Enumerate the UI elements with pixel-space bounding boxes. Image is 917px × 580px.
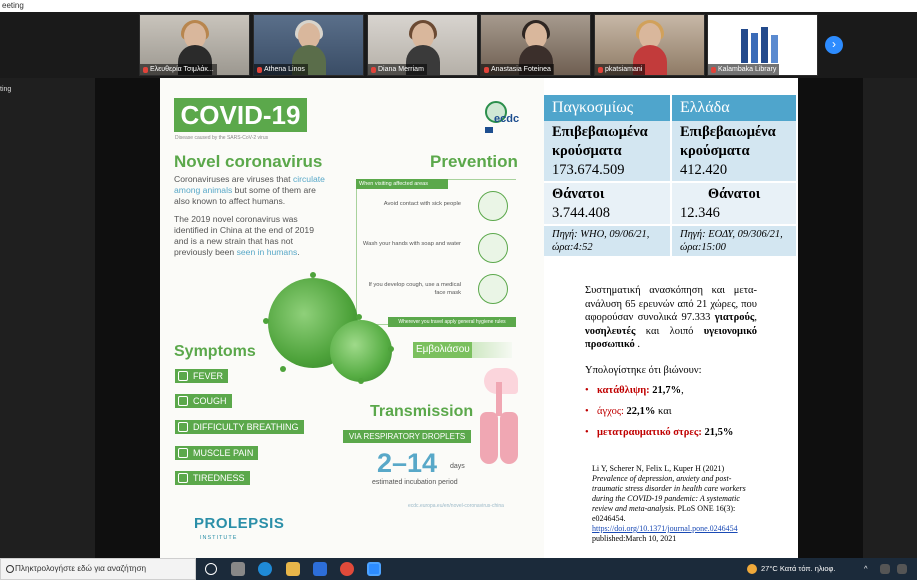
mic-muted-icon xyxy=(143,67,148,73)
table-row xyxy=(544,121,797,182)
zoom-icon[interactable] xyxy=(367,562,381,576)
network-icon[interactable] xyxy=(880,564,890,574)
table-row xyxy=(544,182,797,225)
lungs-illustration xyxy=(476,368,524,486)
ecdc-logo: ecdc xyxy=(482,101,520,137)
transmission-heading: Transmission xyxy=(370,403,474,420)
cough-icon xyxy=(178,396,188,406)
chevron-up-icon[interactable]: ^ xyxy=(864,564,868,573)
prevention-tag: When visiting affected areas xyxy=(356,179,448,189)
participant-tile[interactable] xyxy=(253,14,364,76)
store-icon[interactable] xyxy=(313,562,327,576)
prevention-footer: Wherever you travel apply general hygiene rules xyxy=(388,317,516,327)
search-placeholder: Πληκτρολογήστε εδώ για αναζήτηση xyxy=(15,564,147,573)
window-title: eeting xyxy=(2,1,24,10)
avoid-contact-icon xyxy=(478,191,508,221)
deaths-label: Θάνατοι xyxy=(552,186,605,202)
muscle-icon xyxy=(178,448,188,458)
list-item: • κατάθλιψη: 21,7%, xyxy=(585,385,733,406)
chevron-right-icon: › xyxy=(832,37,836,51)
prevention-item: Avoid contact with sick people xyxy=(383,201,461,207)
edge-icon[interactable] xyxy=(258,562,272,576)
thermometer-icon xyxy=(178,371,188,381)
incubation-unit: days xyxy=(450,463,465,470)
weather-text[interactable]: 27°C Κατά τόπ. ηλιοφ. xyxy=(761,564,836,573)
side-label: ting xyxy=(0,86,12,93)
confirmed-greece: 412.420 xyxy=(680,162,728,178)
symptom-item: DIFFICULTY BREATHING xyxy=(175,420,304,434)
participant-tile[interactable] xyxy=(594,14,705,76)
transmission-tag: VIA RESPIRATORY DROPLETS xyxy=(343,430,471,443)
symptom-item: TIREDNESS xyxy=(175,471,250,485)
mic-muted-icon xyxy=(598,67,603,73)
covid-infographic xyxy=(160,78,544,558)
participant-nameplate: Anastasia Foteinea xyxy=(481,64,554,75)
infographic-subtitle: Disease caused by the SARS-CoV-2 virus xyxy=(175,135,269,141)
participant-nameplate: Diana Merriam xyxy=(368,64,427,75)
mic-muted-icon xyxy=(257,67,262,73)
incubation-value: 2–14 xyxy=(377,448,438,478)
study-summary: Συστηματική ανασκόπηση και μετα-ανάλυση 65 ερευνών από 21 χώρες, που αφορούσαν συνολικά 97.333 γιατρούς, νοσηλευτές και λοιπό υγειονομικό προσωπικό . xyxy=(585,285,757,350)
case-statistics-table xyxy=(544,95,798,265)
participant-tile[interactable] xyxy=(480,14,591,76)
confirmed-world: 173.674.509 xyxy=(552,162,625,178)
list-item: • μετατραυματικό στρες: 21,5% xyxy=(585,427,733,448)
table-row xyxy=(544,225,797,257)
mic-muted-icon xyxy=(711,67,716,73)
participant-nameplate: Athena Linos xyxy=(254,64,308,75)
deaths-label: Θάνατοι xyxy=(707,186,761,202)
prolepsis-logo-sub: INSTITUTE xyxy=(200,535,238,541)
deaths-greece: 12.346 xyxy=(680,205,720,221)
taskbar xyxy=(0,558,917,580)
face-mask-icon xyxy=(478,274,508,304)
table-header-greece: Ελλάδα xyxy=(671,95,797,121)
task-view-icon[interactable] xyxy=(205,563,217,575)
vaccinate-banner xyxy=(472,342,512,358)
file-explorer-icon[interactable] xyxy=(286,562,300,576)
doi-link[interactable]: https://doi.org/10.1371/journal.pone.0246454 xyxy=(592,524,738,533)
participant-nameplate: Kalambaka Library xyxy=(708,64,779,75)
wash-hands-icon xyxy=(478,233,508,263)
participant-nameplate: Ελευθερία Τσιμλάκ... xyxy=(140,64,217,75)
deaths-world: 3.744.408 xyxy=(552,205,610,221)
lungs-icon xyxy=(178,422,188,432)
infographic-source-url: ecdc.europa.eu/en/novel-coronavirus-china xyxy=(408,503,504,509)
source-world: Πηγή: WHO, 09/06/21, ώρα:4:52 xyxy=(552,229,650,253)
participant-tile[interactable] xyxy=(139,14,250,76)
participant-tile[interactable] xyxy=(367,14,478,76)
novel-heading: Novel coronavirus xyxy=(174,152,323,171)
prevention-item: If you develop cough, use a medical face mask xyxy=(368,282,461,296)
window-titlebar xyxy=(0,0,917,12)
weather-icon xyxy=(747,564,757,574)
estimate-line: Υπολογίστηκε ότι βιώνουν: xyxy=(585,365,702,376)
tired-icon xyxy=(178,473,188,483)
symptom-item: FEVER xyxy=(175,369,228,383)
novel-paragraph-1: Coronaviruses are viruses that circulate among animals but some of them are also known to affect humans. xyxy=(174,174,325,206)
novel-paragraph-2: The 2019 novel coronavirus was identified in China at the end of 2019 and is a new strain that has not previously been seen in humans. xyxy=(174,214,314,257)
reference: Li Y, Scherer N, Felix L, Kuper H (2021) Prevalence of depression, anxiety and post-traumatic stress disorder in health care workers during the COVID-19 pandemic: A systematic review and meta-analysis. PLoS ONE 16(3): e0246454. https://doi.org/10.1371/journal.pone.0246454 published:March 10, 2021 xyxy=(592,464,746,543)
prolepsis-logo: PROLEPSIS xyxy=(194,515,285,532)
participant-tile[interactable] xyxy=(707,14,818,76)
chrome-icon[interactable] xyxy=(340,562,354,576)
virus-illustration xyxy=(330,320,392,382)
symptom-item: MUSCLE PAIN xyxy=(175,446,258,460)
participant-nameplate: pkatsiamani xyxy=(595,64,645,75)
table-header-world: Παγκοσμίως xyxy=(544,95,671,121)
source-greece: Πηγή: ΕΟΔΥ, 09/306/21, ώρα:15:00 xyxy=(680,229,783,253)
library-logo xyxy=(741,25,785,63)
mic-muted-icon xyxy=(484,67,489,73)
confirmed-label: Επιβεβαιωμένα κρούσματα xyxy=(552,124,648,159)
infographic-title: COVID-19 xyxy=(174,98,307,132)
confirmed-label: Επιβεβαιωμένα κρούσματα xyxy=(680,124,776,159)
participant-strip xyxy=(0,12,917,78)
presentation-slide xyxy=(160,78,798,558)
findings-list xyxy=(585,385,733,448)
volume-icon[interactable] xyxy=(897,564,907,574)
mic-muted-icon xyxy=(371,67,376,73)
next-page-button[interactable] xyxy=(825,36,843,54)
search-icon xyxy=(6,565,14,573)
task-switch-icon[interactable] xyxy=(231,562,245,576)
list-item: • άγχος: 22,1% και xyxy=(585,406,733,427)
prevention-heading: Prevention xyxy=(430,152,518,171)
incubation-label: estimated incubation period xyxy=(372,479,458,486)
symptoms-heading: Symptoms xyxy=(174,343,256,360)
vaccinate-label: Εμβολιάσου xyxy=(413,342,473,358)
taskbar-search[interactable] xyxy=(0,558,196,580)
symptom-item: COUGH xyxy=(175,394,232,408)
prevention-item: Wash your hands with soap and water xyxy=(362,241,461,247)
